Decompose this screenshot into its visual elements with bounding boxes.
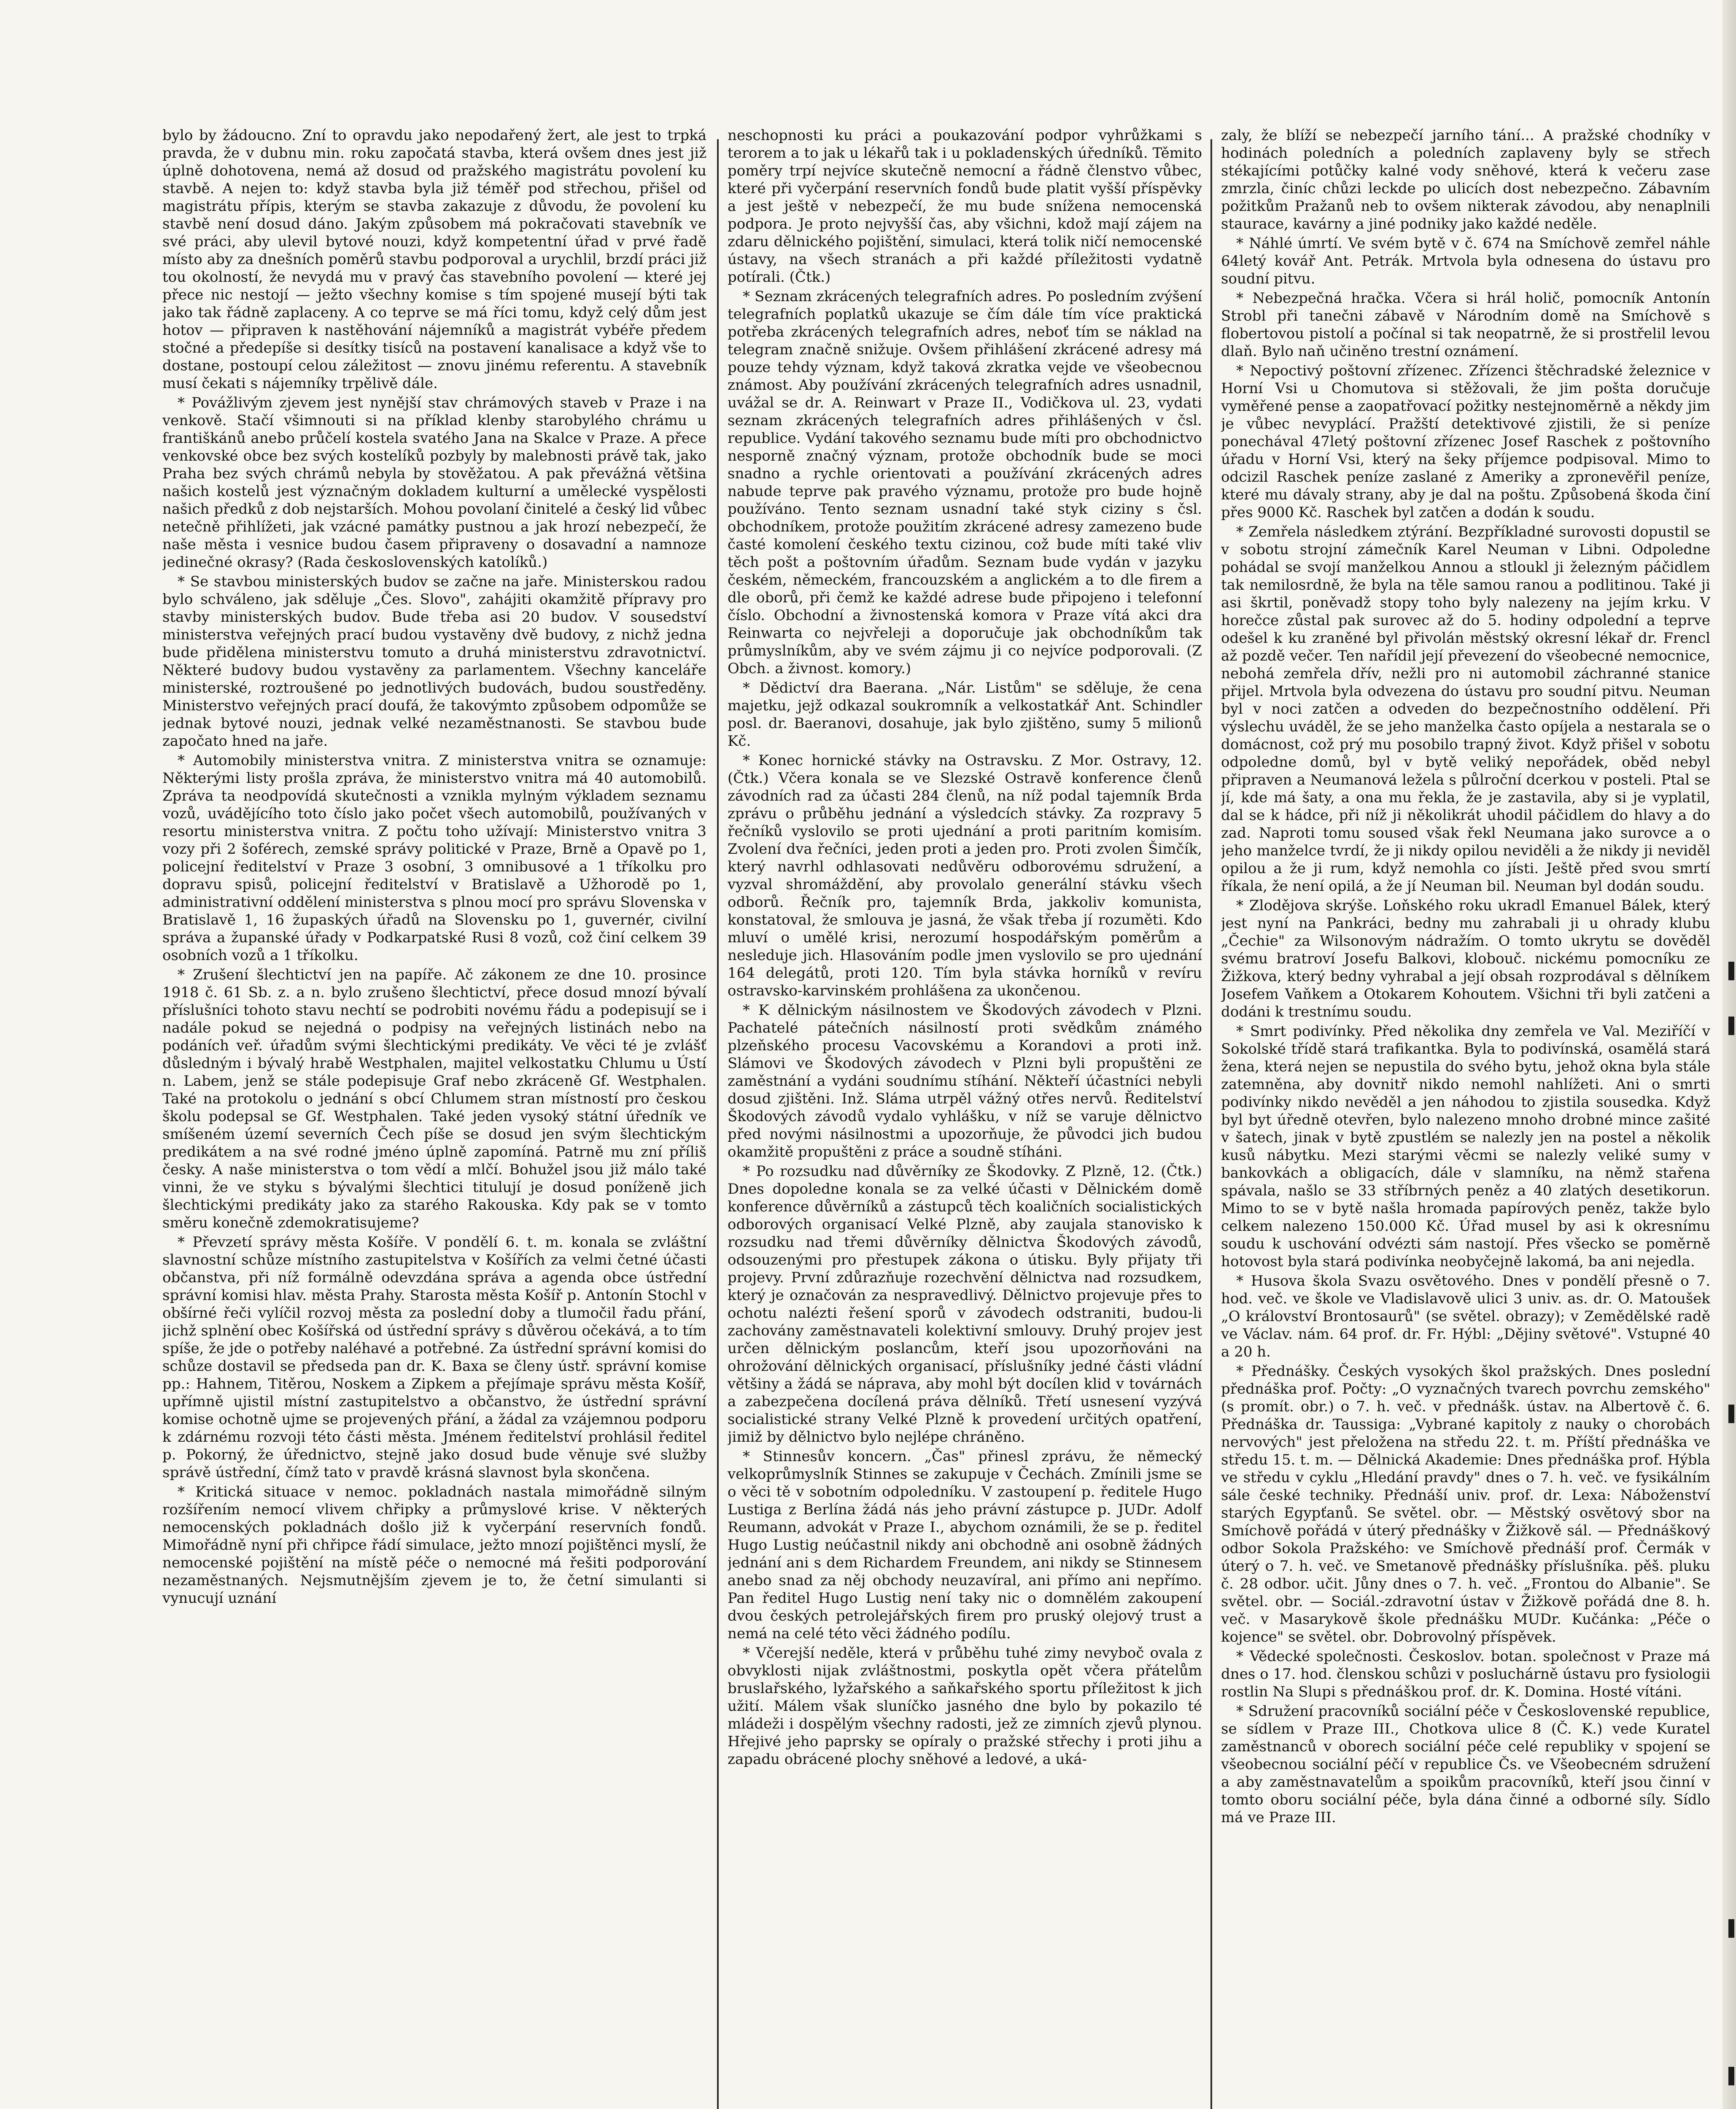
paragraph: * Automobily ministerstva vnitra. Z ministerstva vnitra se oznamuje: Některými listy prošla zpráva, že ministerstvo vnitra má 40 automobilů. Zpráva ta neodpovídá skutečnosti a vznikla mylným výkladem seznamu vozů, uvádějícího toto číslo jako počet všech automobilů, používaných v resortu ministerstva vnitra. Z počtu toho užívají: Ministerstvo vnitra 3 vozy při 2 šoférech, zemské správy politické v Praze, Brně a Opavě po 1, policejní ředitelství v Praze 3 osobní, 3 omnibusové a 1 tříkolku pro dopravu spisů, policejní ředitelství v Bratislavě a Užhorodě po 1, administrativní oddělení ministerstva s plnou mocí pro správu Slovenska v Bratislavě 1, 16 župaských úřadů na Slovensku po 1, guvernér, civilní správa a županské úřady v Podkarpatské Rusi 8 vozů, což činí celkem 39 osobních vozů a 1 tříkolku. (162, 752, 706, 964)
text-column-3 (1221, 127, 1710, 2109)
paragraph: * Včerejší neděle, která v průběhu tuhé zimy nevyboč ovala z obvyklosti nijak zvláštnostmi, poskytla opět včera přátelům bruslařského, lyžařského a saňkařského sportu příležitost k jich užití. Málem však sluníčko jasného dne bylo by pokazilo té mládeži i dospělým všechny radosti, jež ze zimních zjevů plynou. Hřejivé jeho paprsky se opíraly o pražské střechy i proti jihu a zapadu obrácené plochy sněhové a ledové, a uká- (728, 1645, 1202, 1768)
paragraph: * K dělnickým násilnostem ve Škodových závodech v Plzni. Pachatelé pátečních násilností proti svědkům známého plzeňského procesu Vacovskému a Korandovi a proti inž. Slámovi ve Škodových závodech v Plzni byli propuštěni ze zaměstnání a vydáni soudnímu stíhání. Někteří účastníci nebyli dosud zjištěni. Inž. Sláma utrpěl vážný otřes nervů. Ředitelství Škodových závodů vydalo vyhlášku, v níž se varuje dělnictvo před novými násilnostmi a upozorňuje, že původci jich budou okamžitě propuštěni z práce a soudně stíháni. (728, 1002, 1202, 1160)
paragraph: * Konec hornické stávky na Ostravsku. Z Mor. Ostravy, 12. (Čtk.) Včera konala se ve Slezské Ostravě konference členů závodních rad za účasti 284 členů, na níž podal tajemník Brda zprávu o průběhu jednání a výsledcích stávky. Za rozpravy 5 řečníků vyslovilo se proti ujednání a proti paritním komisím. Zvolení dva řečníci, jeden proti a jeden pro. Proti zvolen Šimčík, který navrhl odhlasovati nedůvěru odborovému sdružení, a vyzval shromáždění, aby provolalo generální stávku všech odborů. Řečník pro, tajemník Brda, jakkoliv komunista, konstatoval, že smlouva je jasná, že však třeba jí rozuměti. Kdo mluví o umělé krisi, nerozumí hospodářským poměrům a nesleduje jich. Hlasováním podle jmen vyslovilo se pro ujednání 164 delegátů, proti 120. Tím byla stávka horníků v revíru ostravsko-karvinském prohlášena za ukončenou. (728, 752, 1202, 999)
paragraph: * Smrt podivínky. Před několika dny zemřela ve Val. Meziříčí v Sokolské třídě stará trafikantka. Byla to podivínská, osamělá stará žena, která nejen se nepustila do svého bytu, jehož okna byla stále zatemněna, aby dovnitř nikdo nemohl nahlížeti. Ani o smrti podivínky nikdo nevěděl a jen náhodou to zjistila sousedka. Když byl byt úředně otevřen, bylo nalezeno mnoho drobné mince zašité v šatech, jinak v bytě zpustlém se nalezly jen na postel a několik kusů nábytku. Mezi starými věcmi se nalezly veliké sumy v bankovkách a obligacích, dále v slamníku, na němž stařena spávala, našlo se 33 stříbrných peněz a 40 zlatých desetikorun. Mimo to se v bytě našla hromada papírových peněz, takže bylo celkem nalezeno 150.000 Kč. Úřad musel by asi k okresnímu soudu k uschování odvézti sám nastojí. Přes všecko se poměrně hotovost byla stará podivínka neobyčejně lakomá, ba ani nejedla. (1221, 1023, 1710, 1270)
paragraph: * Náhlé úmrtí. Ve svém bytě v č. 674 na Smíchově zemřel náhle 64letý kovář Ant. Petrák. Mrtvola byla odnesena do ústavu pro soudní pitvu. (1221, 235, 1710, 287)
paragraph: * Vědecké společnosti. Českoslov. botan. společnost v Praze má dnes o 17. hod. členskou schůzi v posluchárně ústavu pro fysiologii rostlin Na Slupi s přednáškou prof. dr. K. Domina. Hosté vítáni. (1221, 1648, 1710, 1700)
paragraph: * Dědictví dra Baerana. „Nár. Listům" se sděluje, že cena majetku, jejž odkazal soukromník a velkostatkář Ant. Schindler posl. dr. Baeranovi, dosahuje, jak bylo zjištěno, sumy 5 milionů Kč. (728, 680, 1202, 750)
paragraph: * Zlodějova skrýše. Loňského roku ukradl Emanuel Bálek, který jest nyní na Pankráci, bedny mu zahrabali ji u ohrady klubu „Čechie" za Wilsonovým nádražím. O tomto ukrytu se dověděl svému bratroví Josefu Balkovi, klobouč. nickému pomocníku ze Žižkova, který bedny vyhrabal a její obsah rozprodával s dělníkem Josefem Vaňkem a Otokarem Kohoutem. Všichni tři byli zatčeni a dodáni k trestnímu soudu. (1221, 897, 1710, 1020)
scan-mark (1728, 1919, 1734, 1938)
paragraph: * Převzetí správy města Košíře. V pondělí 6. t. m. konala se zvláštní slavnostní schůze místního zastupitelstva v Košířích za velmi četné účasti občanstva, při níž formálně odevzdána správa a agenda obce ústřední správní komisi hlav. města Prahy. Starosta města Košíř p. Antonín Stochl v obšírné řeči vylíčil rozvoj města za poslední doby a tlumočil řadu přání, jichž splnění obec Košířská od ústřední správy s důvěrou očekává, a to tím spíše, že jde o potřeby naléhavé a potřebné. Za ústřední správní komisi do schůze dostavil se předseda pan dr. K. Baxa se členy ústř. správní komise pp.: Hahnem, Titěrou, Noskem a Zipkem a přejímaje správu města Košíř, upřímně ujistil místní zastupitelstvo a občanstvo, že ústřední správní komise ochotně ujme se projevených přání, a žádal za vzájemnou podporu k zdárnému rozvoji této části města. Jménem ředitelství prohlásil ředitel p. Pokorný, že úřednictvo, stejně jako dosud bude věnuje své služby správě ústřední, čímž tato v pravdě krásná slavnost byla skončena. (162, 1234, 706, 1481)
scan-mark (1728, 1405, 1734, 1423)
paragraph: * Nepoctivý poštovní zřízenec. Zřízenci štěchradské železnice v Horní Vsi u Chomutova si stěžovali, že jim pošta doručuje vyměřené pense a zaopatřovací požitky nestejnoměrně a někdy jim je vůbec nevyplácí. Pražští detektivové zjistili, že si peníze ponechával 47letý poštovní zřízenec Josef Raschek z poštovního úřadu v Horní Vsi, který na šeky příjemce podpisoval. Mimo to odcizil Raschek peníze zaslané z Ameriky a zpronevěřil peníze, které mu dávaly strany, aby je dal na poštu. Způsobená škoda činí přes 9000 Kč. Raschek byl zatčen a dodán k soudu. (1221, 362, 1710, 521)
column-divider (1210, 139, 1212, 2109)
paragraph: * Stinnesův koncern. „Čas" přinesl zprávu, že německý velkoprůmyslník Stinnes se zakupuje v Čechách. Zmínili jsme se o věci tě v sobotním odpoledníku. V zastoupení p. ředitele Hugo Lustiga z Berlína žádá nás jeho právní zástupce p. JUDr. Adolf Reumann, advokát v Praze I., abychom oznámili, že se p. ředitel Hugo Lustig neúčastnil nikdy ani obchodně ani osobně žádných jednání ani s dem Richardem Freundem, ani nikdy se Stinnesem anebo snad za něj obchody neuzavíral, ani přímo ani nepřímo. Pan ředitel Hugo Lustig není taky nic o domnělém zakoupení dvou českých petrolejářských firem pro pruský olejový trust a nemá na celé této věci žádného podílu. (728, 1448, 1202, 1642)
paragraph: * Přednášky. Českých vysokých škol pražských. Dnes poslední přednáška prof. Počty: „O vyznačných tvarech povrchu zemského" (s promít. obr.) o 7. h. več. v přednášk. ústav. na Albertově č. 6. Přednáška dr. Taussiga: „Vybrané kapitoly z nauky o chorobách nervových" jest přeložena na středu 22. t. m. Příští přednáška ve středu 15. t. m. — Dělnická Akademie: Dnes přednáška prof. Hýbla ve středu v cyklu „Hledání pravdy" dnes o 7. h. več. ve fysikálním sále české techniky. Přednáší univ. prof. dr. Lexa: Náboženství starých Egypťanů. Se světel. obr. — Městský osvětový sbor na Smíchově pořádá v úterý přednášky v Žižkově sál. — Přednáškový odbor Sokola Pražského: ve Smíchově přednáší prof. Čermák v úterý o 7. h. več. ve Smetanově přednášky příslušníka. pěš. pluku č. 28 odbor. učit. Jůny dnes o 7. h. več. „Frontou do Albanie". Se světel. obr. — Sociál.-zdravotní ústav v Žižkově pořádá dne 8. h. več. v Masarykově škole přednášku MUDr. Kučánka: „Péče o kojence" se světel. obr. Dobrovolný příspěvek. (1221, 1363, 1710, 1645)
paragraph: * Seznam zkrácených telegrafních adres. Po posledním zvýšení telegrafních poplatků ukazuje se čím dále tím více praktická potřeba zkrácených telegrafních adres, neboť tím se náklad na telegram značně snižuje. Ovšem přihlášení zkrácené adresy má pouze tehdy význam, když taková zkratka vejde ve všeobecnou známost. Aby používání zkrácených telegrafních adres usnadnil, uvážal se dr. A. Reinwart v Praze II., Vodičkova ul. 23, vydati seznam zkrácených telegrafních adres přihlášených v čsl. republice. Vydání takového seznamu bude míti pro obchodnictvo nesporně značný význam, protože obchodník bude se moci snadno a rychle orientovati a používání zkrácených adres nabude teprve pak pravého významu, protože pro bude hojně používáno. Tento seznam usnadní také styk ciziny s čsl. obchodníkem, protože použitím zkrácené adresy zamezeno bude časté komolení českého textu cizinou, což bude míti také vliv těch pošt a poštovním úřadům. Seznam bude vydán v jazyku českém, německém, francouzském a anglickém a to dle firem a dle oborů, při čemž ke každé adrese bude připojeno i telefonní číslo. Obchodní a živnostenská komora v Praze vítá akci dra Reinwarta co nejvřeleji a doporučuje jak obchodníkům tak průmyslníkům, aby ve svém zájmu ji co nejvíce podporovali. (Z Obch. a živnost. komory.) (728, 288, 1202, 677)
paragraph: neschopnosti ku práci a poukazování podpor vyhrůžkami s terorem a to jak u lékařů tak i u pokladenských úředníků. Těmito poměry trpí nejvíce skutečně nemocní a řádně členstvo vůbec, které při vyčerpání reservních fondů bude platit vyšší příspěvky a jest ještě v nebezpečí, že mu bude snížena nemocenská podpora. Je proto nejvyšší čas, aby všichni, kdož mají zájem na zdaru dělnického pojištění, simulaci, která tolik ničí nemocenské ústavy, na všech stranách a při každé příležitosti vydatně potírali. (Čtk.) (728, 127, 1202, 286)
paragraph: bylo by žádoucno. Zní to opravdu jako nepodařený žert, ale jest to trpká pravda, že v dubnu min. roku započatá stavba, která ovšem dnes jest již úplně dohotovena, nemá až dosud od pražského magistrátu povolení ku stavbě. A nejen to: když stavba byla již téměř pod střechou, přišel od magistrátu přípis, kterým se stavba zakazuje z důvodu, že povolení ku stavbě není dosud dáno. Jakým způsobem má pokračovati stavebník ve své práci, aby ulevil bytové nouzi, když kompetentní úřad v prvé řadě místo aby za dnešních poměrů stavbu podporoval a urychlil, brzdí práci již tou okolností, že nevydá mu v pravý čas stavebního povolení — které jej přece nic nestojí — ježto všechny komise s tím spojené musejí býti tak jako tak řádně zaplaceny. A co teprve se má říci tomu, když celý dům jest hotov — připraven k nastěhování nájemníků a magistrát vybéře předem stočné a předepíše si desítky tisíců na postavení kanalisace a když vše to dostane, postoupí celou záležitost — znovu jinému referentu. A stavebník musí čekati s nájemníky trpělivě dále. (162, 127, 706, 392)
paragraph: zaly, že blíží se nebezpečí jarního tání... A pražské chodníky v hodinách poledních a poledních zaplaveny byly se střech stékajícími potůčky kalné vody sněhové, která k večeru zase zmrzla, činíc chůzi leckde po ulicích dost nebezpečno. Zábavním požitkům Pražanů neb to ovšem nikterak závodou, aby nenaplnili staurace, kavárny a jiné podniky jako každé neděle. (1221, 127, 1710, 232)
text-column-1 (162, 127, 706, 2109)
paragraph: * Zemřela následkem ztýrání. Bezpříkladné surovosti dopustil se v sobotu strojní zámečník Karel Neuman v Libni. Odpoledne pohádal se svojí manželkou Annou a stloukl ji železným páčidlem tak nemilosrdně, že byla na těle samou ranou a podlitinou. Také ji asi škrtil, poněvadž stopy toho byly nalezeny na jejím krku. V horečce zůstal pak surovec až do 5. hodiny odpolední a teprve odešel k ku zraněné byl přivolán městský okresní lékař dr. Frencl až pozdě večer. Ten nařídil její převezení do všeobecné nemocnice, nebohá zemřela dřív, nežli pro ni automobil záchranné stanice přijel. Mrtvola byla odvezena do ústavu pro soudní pitvu. Neuman byl v noci zatčen a odveden do bezpečnostního oddělení. Při výslechu uváděl, že se jeho manželka často opíjela a nestarala se o domácnost, což prý mu posobilo trapný život. Když přišel v sobotu odpoledne domů, byl v bytě veliký nepořádek, oběd nebyl připraven a Neumanová ležela s půlroční dcerkou v posteli. Ptal se jí, kde má šaty, a ona mu řekla, že je zastavila, aby si je vyplatil, dal se k hádce, při níž ji několikrát uhodil páčidlem do hlavy a do zad. Naproti tomu soused však řekl Neumana jako surovce a o jeho manželce tvrdí, že ji nikdy opilou neviděli a že nikdy ji neviděl opilou a že ji rum, když nemohla co jísti. Ještě před svou smrtí říkala, že není opilá, a že jí Neuman bil. Neuman byl dodán soudu. (1221, 523, 1710, 895)
column-divider (717, 139, 719, 2109)
paragraph: * Nebezpečná hračka. Včera si hrál holič, pomocník Antonín Strobl při tanečni zábavě v Národním domě na Smíchově s flobertovou pistolí a počínal si tak neopatrně, že si prostřelil levou dlaň. Bylo naň učiněno trestní oznámení. (1221, 290, 1710, 360)
text-column-2 (728, 127, 1202, 2109)
scan-mark (1728, 962, 1734, 980)
scan-mark (1728, 1017, 1734, 1035)
paragraph: * Po rozsudku nad důvěrníky ze Škodovky. Z Plzně, 12. (Čtk.) Dnes dopoledne konala se za velké účasti v Dělnickém domě konference důvěrníků a zástupců těch koaličních socialistických odborových organisací Velké Plzně, aby zaujala stanovisko k rozsudku nad třemi důvěrníky dělnictva Škodových závodů, odsouzenými pro přestupek zákona o útisku. Byly přijaty tři projevy. První zdůrazňuje rozechvění dělnictva nad rozsudkem, který je označován za nespravedlivý. Dělnictvo projevuje přes to ochotu nalézti řešení sporů v závodech odstraniti, budou-li zachovány zaměstnavateli kolektivní smlouvy. Druhý projev jest určen dělnickým poslancům, kteří jsou upozorňováni na ohrožování dělnických organisací, příslušníky jedné části vládní většiny a žádá se náprava, aby mohl být docílen klid v továrnách a zabezpečena docílená práva dělníků. Třetí usnesení vyzývá socialistické strany Velké Plzně k provedení určitých opatření, jimiž by dělnictvo bylo nejlépe chráněno. (728, 1163, 1202, 1446)
paragraph: * Zrušení šlechtictví jen na papíře. Ač zákonem ze dne 10. prosince 1918 č. 61 Sb. z. a n. bylo zrušeno šlechtictví, přece dosud mnozí bývalí příslušníci tohoto stavu nechtí se podrobiti novému řádu a podepisují se i nadále pokud se nejedná o podpisy na veřejných listinách nebo na podáních veř. úřadům svými šlechtickými predikáty. Ve věci té je zvlášť důsledným i bývalý hrabě Westphalen, majitel velkostatku Chlumu u Ústí n. Labem, jenž se stále podepisuje Graf nebo zkráceně Gf. Westphalen. Také na protokolu o jednání s obcí Chlumem stran místností pro českou školu podepsal se Gf. Westphalen. Také jeden vysoký státní úředník ve smíšeném území severních Čech píše se dosud jen svým šlechtickým predikátem a na své rodné jméno úplně zapomíná. Patrně mu zní příliš česky. A naše ministerstva o tom vědí a mlčí. Bohužel jsou již málo také vinni, že ve styku s bývalými šlechtici titulují je dosud poníženě jich šlechtickými predikáty jako za starého Rakouska. Kdy pak se v tomto směru konečně zdemokratisujeme? (162, 966, 706, 1231)
paragraph: * Husova škola Svazu osvětového. Dnes v pondělí přesně o 7. hod. več. ve škole ve Vladislavově ulici 3 univ. as. dr. O. Matoušek „O království Brontosaurů" (se světel. obrazy); v Zemědělské radě ve Václav. nám. 64 prof. dr. Fr. Hýbl: „Dějiny světové". Vstupné 40 a 20 h. (1221, 1273, 1710, 1360)
paragraph: * Sdružení pracovníků sociální péče v Československé republice, se sídlem v Praze III., Chotkova ulice 8 (Č. K.) vede Kuratel zaměstnanců v oborech sociální péče celé republiky v spojení se všeobecnou sociální péčí v republice Čs. ve Všeobecném sdružení a aby zaměstnavatelům a spoikům pracovníků, kteří jsou činní v tomto oboru sociální péče, byla dána činné a odborné síly. Sídlo má ve Praze III. (1221, 1703, 1710, 1826)
paragraph: * Povážlivým zjevem jest nynější stav chrámových staveb v Praze i na venkově. Stačí všimnouti si na příklad klenby starobylého chrámu u františkánů anebo průčelí kostela svatého Jana na Skalce v Praze. A přece venkovské obce bez svých kostelíků pozbyly by malebnosti právě tak, jako Praha bez svých chrámů nebyla by stověžatou. A pak převážná většina našich kostelů jest význačným dokladem kulturní a umělecké vyspělosti našich předků z dob nejstarších. Mohou povolaní činitelé a český lid vůbec netečně přihlížeti, jak vzácné památky pustnou a jak hrozí nebezpečí, že naše města i vesnice budou časem připraveny o dosavadní a namnoze jedinečné okrasy? (Rada československých katolíků.) (162, 394, 706, 571)
paragraph: * Kritická situace v nemoc. pokladnách nastala mimořádně silným rozšířením nemocí vlivem chřipky a průmyslové krise. V některých nemocenských pokladnách došlo již k vyčerpání reservních fondů. Mimořádně nyní při chřipce řádí simulace, ježto mnozí pojištěnci myslí, že nemocenské pojištění na místě péče o nemocné má řešiti podporování nezaměstnaných. Nejsmutnějším zjevem je to, že četní simulanti si vynucují uznání (162, 1483, 706, 1607)
scan-mark (1728, 2067, 1734, 2085)
paragraph: * Se stavbou ministerských budov se začne na jaře. Ministerskou radou bylo schváleno, jak sděluje „Čes. Slovo", zahájiti okamžitě přípravy pro stavby ministerských budov. Bude třeba asi 20 budov. V sousedství ministerstva veřejných prací budou vystavěny dvě budovy, z nichž jedna bude přidělena ministerstvu tomuto a druhá ministerstvu zdravotnictví. Některé budovy budou vystavěny za parlamentem. Všechny kanceláře ministerské, roztroušené po jednotlivých budovách, budou soustředěny. Ministerstvo veřejných prací doufá, že takovýmto způsobem odpomůže se jednak bytové nouzi, jednak velké nezaměstnanosti. Se stavbou bude započato hned na jaře. (162, 573, 706, 750)
scan-edge (1723, 0, 1736, 2109)
